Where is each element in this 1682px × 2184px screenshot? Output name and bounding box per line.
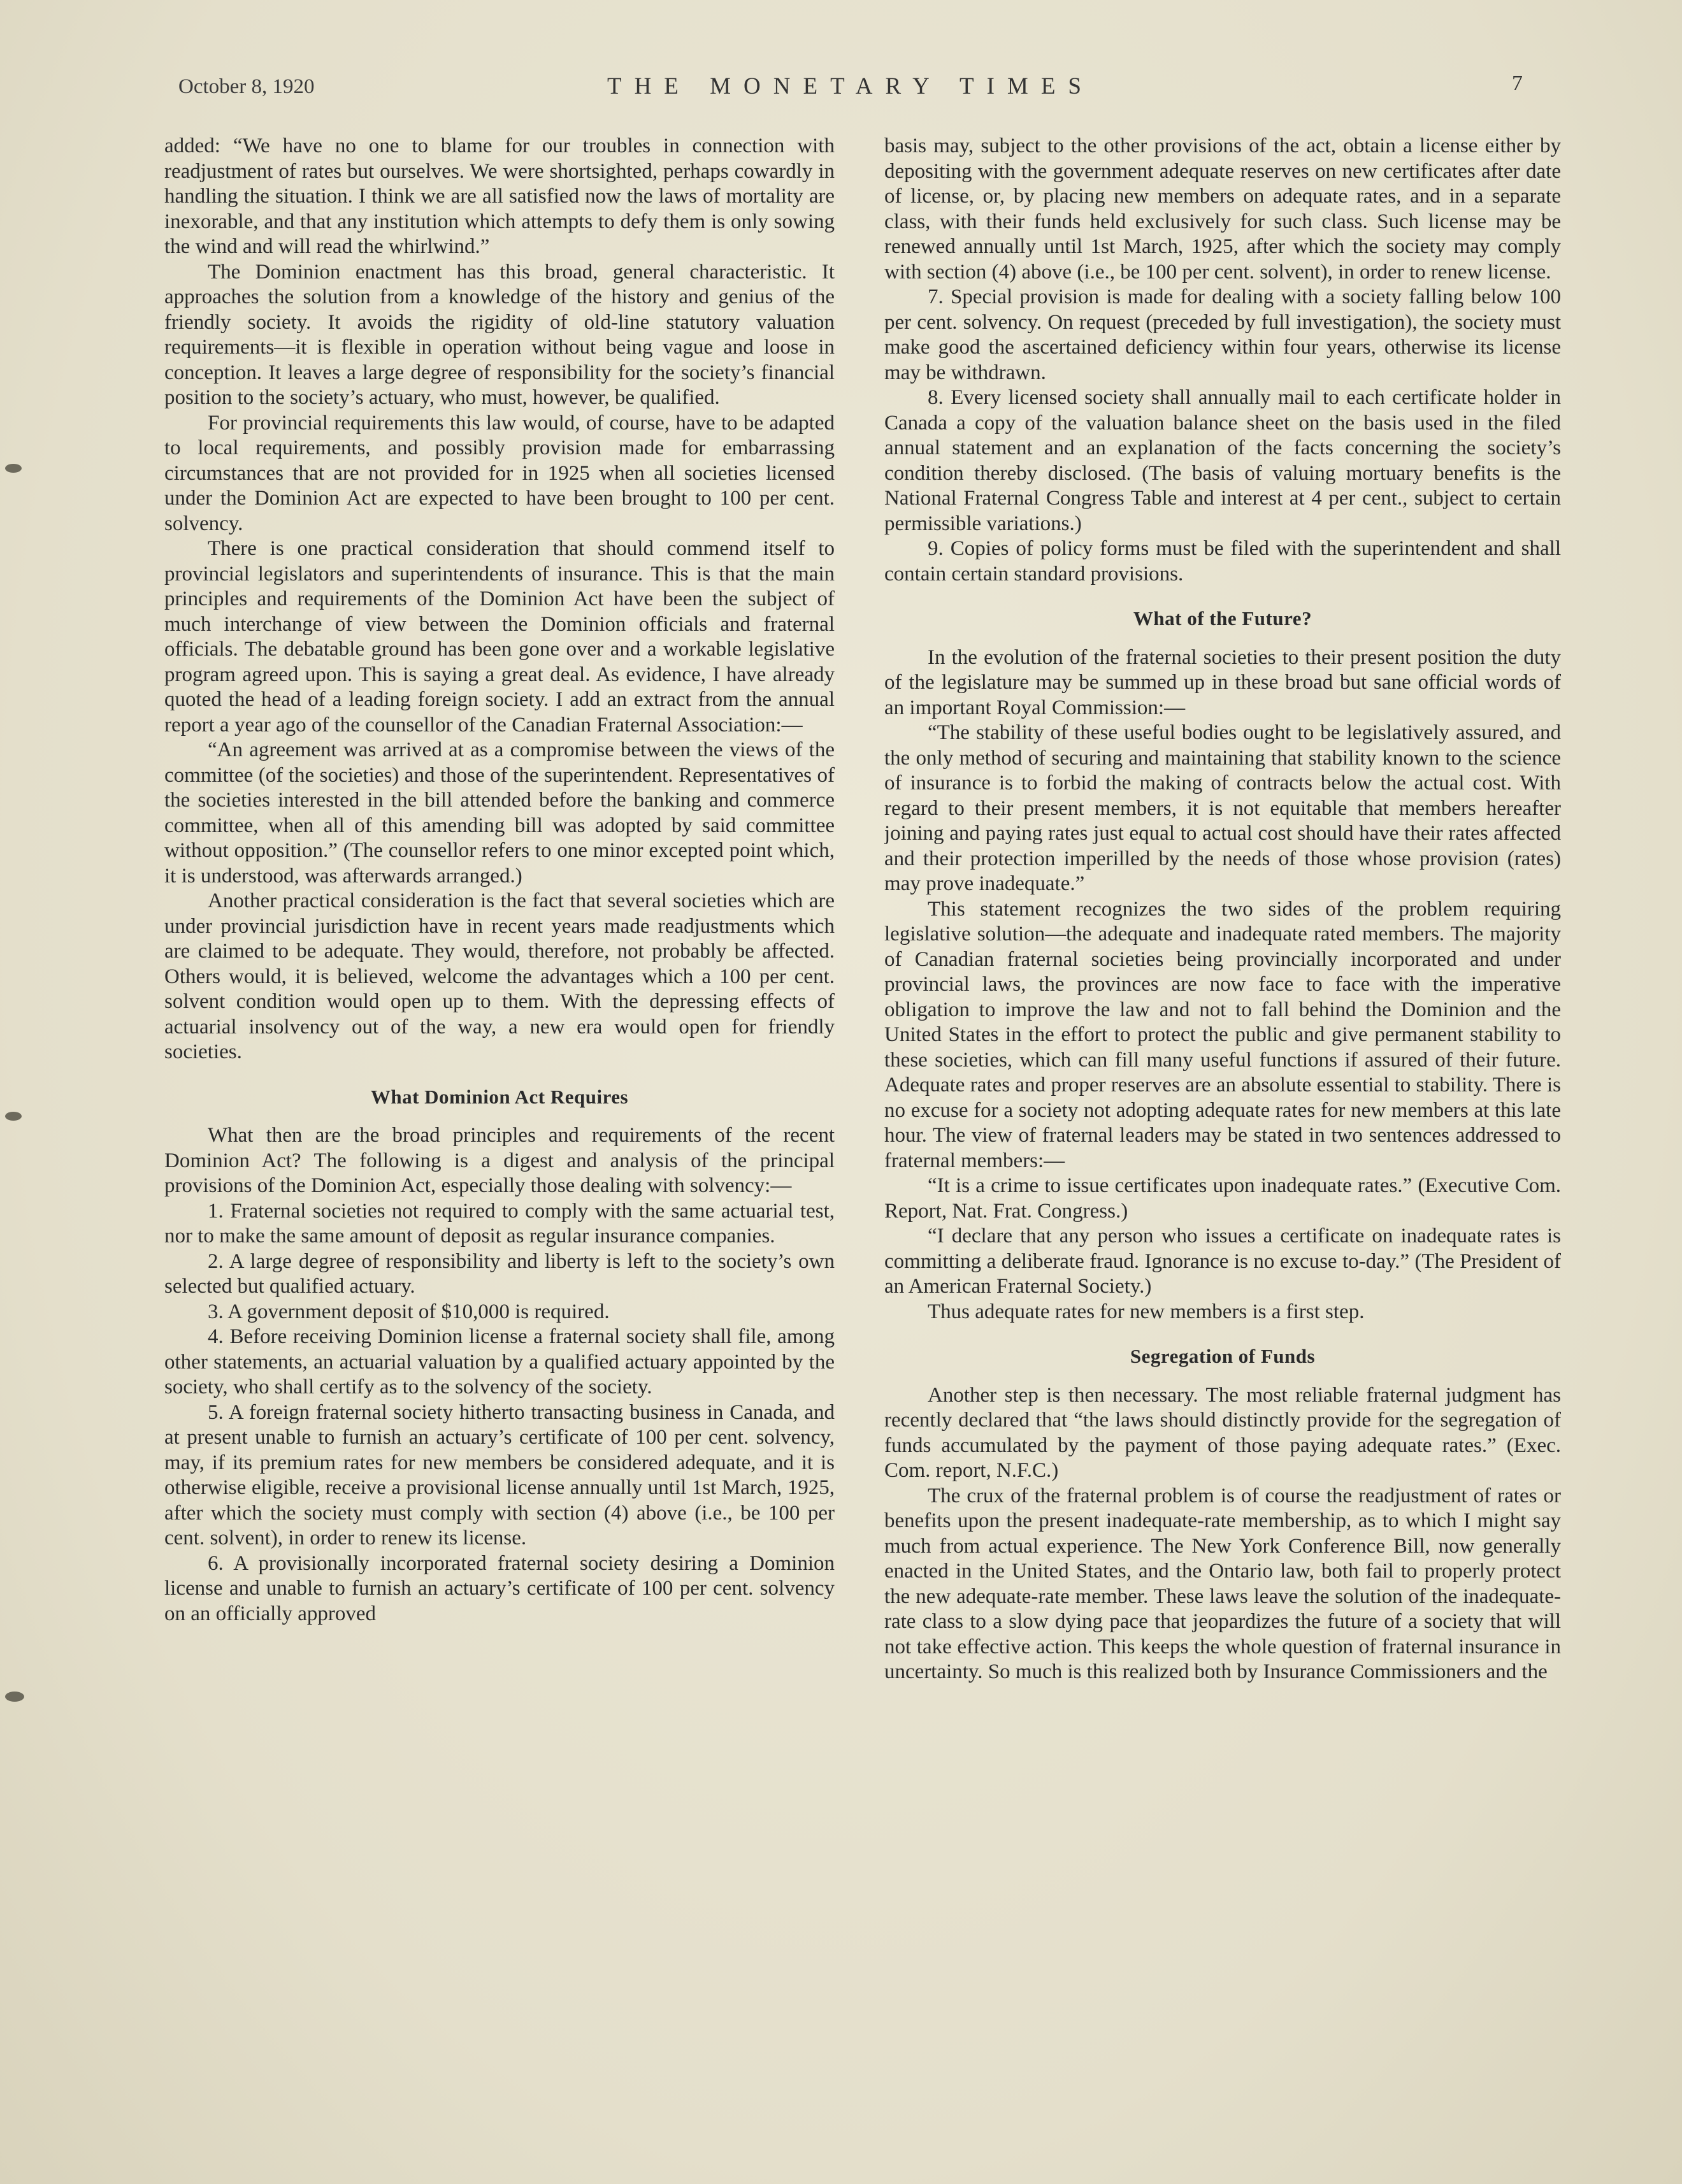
binding-hole-mark [5,1112,22,1121]
paragraph: “I declare that any person who issues a certificate on inadequate rates is committing a deliberate fraud. Ignorance is no excuse to-day.” (The President of an American Fraternal Society.) [884,1225,1561,1298]
paragraph: What then are the broad principles and requirements of the recent Dominion Act? The following is a digest and analysis of the principal provisions of the Dominion Act, especially those dealing with solvency:— [164,1124,835,1197]
list-item: 6. A provisionally incorporated fraternal society desiring a Dominion license and unable to furnish an actuary’s certificate of 100 per cent. solvency on an officially approved [164,1551,835,1625]
list-item: 1. Fraternal societies not required to comply with the same actuarial test, nor to make the same amount of deposit as regular insurance companies. [164,1199,835,1247]
publication-title: THE MONETARY TIMES [607,73,1095,99]
binding-hole-mark [5,1692,24,1702]
paragraph: Thus adequate rates for new members is a first step. [928,1300,1365,1323]
paragraph: In the evolution of the fraternal societies to their present position the duty of the legislature may be summed up in these broad but sane official words of an important Royal Commission:— [884,645,1561,719]
right-column [884,134,1561,2051]
list-item: 3. A government deposit of $10,000 is required. [208,1300,610,1323]
paragraph: “It is a crime to issue certificates upon inadequate rates.” (Executive Com. Report, Nat. Frat. Congress.) [884,1174,1561,1223]
list-item: 4. Before receiving Dominion license a fraternal society shall file, among other statements, an actuarial valuation by a qualified actuary appointed by the society, who shall certify as to the solvency of the society. [164,1325,835,1398]
paragraph: The crux of the fraternal problem is of course the readjustment of rates or benefits upon the present inadequate-rate membership, as to which I might say much from actual experience. The New York Conference Bill, now generally enacted in the United States, and the Ontario law, both fail to properly protect the new adequate-rate member. These laws leave the solution of the inadequate-rate class to a slow dying pace that jeopardizes the future of a society that will not take effective action. This keeps the whole question of fraternal insurance in uncertainty. So much is this realized both by Insurance Commissioners and the [884,1484,1561,1683]
paragraph: This statement recognizes the two sides of the problem requiring legislative solution—the adequate and inadequate rated members. The majority of Canadian fraternal societies being provincially incorporated and under provincial laws, the provinces are now face to face with the imperative obligation to improve the law and not to fall behind the Dominion and the United States in the effort to protect the public and give permanent stability to these societies, which can fill many useful functions if assured of their future. Adequate rates and proper reserves are an absolute essential to stability. There is no excuse for a society not adopting adequate rates for new members at this late hour. The view of fraternal leaders may be stated in two sentences addressed to fraternal members:— [884,897,1561,1172]
list-item: 5. A foreign fraternal society hitherto transacting business in Canada, and at present unable to furnish an actuary’s certificate of 100 per cent. solvency, may, if its premium rates for new members be considered adequate, and it is otherwise eligible, receive a provisional license annually until 1st March, 1925, after which the society must comply with section (4) above (i.e., be 100 per cent. solvent), in order to renew its license. [164,1400,835,1549]
page-number: 7 [1512,71,1523,95]
list-item: 9. Copies of policy forms must be filed with the superintendent and shall contain certain standard provisions. [884,537,1561,586]
list-item: 8. Every licensed society shall annually mail to each certificate holder in Canada a copy of the valuation balance sheet on the basis used in the filed annual statement and an explanation of the facts concerning the society’s condition thereby disclosed. (The basis of valuing mortuary benefits is the National Fraternal Congress Table and interest at 4 per cent., subject to certain permissible variations.) [884,386,1561,535]
page-header [172,71,1529,110]
paragraph: basis may, subject to the other provisions of the act, obtain a license either by depositing with the government adequate reserves on new certificates after date of license, or, by placing new members on adequate rates, and in a separate class, with their funds held exclusively for such class. Such license may be renewed annually until 1st March, 1925, after which the society may comply with section (4) above (i.e., be 100 per cent. solvent), in order to renew license. [884,134,1561,284]
paragraph: added: “We have no one to blame for our troubles in connection with readjustment of rates but ourselves. We were shortsighted, perhaps cowardly in handling the situation. I think we are all satisfied now the laws of mortality are inexorable, and that any institution which attempts to defy them is only sowing the wind and will read the whirlwind.” [164,134,835,258]
paragraph: Another step is then necessary. The most reliable fraternal judgment has recently declared that “the laws should distinctly provide for the segregation of funds accumulated by the payment of those paying adequate rates.” (Exec. Com. report, N.F.C.) [884,1383,1561,1482]
paragraph: Another practical consideration is the fact that several societies which are under provincial jurisdiction have in recent years made readjustments which are claimed to be adequate. They would, therefore, not probably be affected. Others would, it is believed, welcome the advantages which a 100 per cent. solvent condition would open up to them. With the depressing effects of actuarial insolvency out of the way, a new era would open for friendly societies. [164,889,835,1063]
paragraph: The Dominion enactment has this broad, general characteristic. It approaches the solution from a knowledge of the history and genius of the friendly society. It avoids the rigidity of old-line statutory valuation requirements—it is flexible in operation without being vague and loose in conception. It leaves a large degree of responsibility for the society’s financial position to the society’s actuary, who must, however, be qualified. [164,260,835,409]
paragraph: “An agreement was arrived at as a compromise between the views of the committee (of the societies) and those of the superintendent. Representatives of the societies interested in the bill attended before the banking and commerce committee, when all of this amending bill was adopted by said committee without opposition.” (The counsellor refers to one minor excepted point which, it is understood, was afterwards arranged.) [164,738,835,887]
paragraph: There is one practical consideration that should commend itself to provincial legislators and superintendents of insurance. This is that the main principles and requirements of the Dominion Act have been the subject of much interchange of view between the Dominion officials and fraternal officials. The debatable ground has been gone over and a workable legislative program agreed upon. This is saying a great deal. As evidence, I have already quoted the head of a leading foreign society. I add an extract from the annual report a year ago of the counsellor of the Canadian Fraternal Association:— [164,537,835,736]
section-heading: What Dominion Act Requires [370,1085,629,1108]
left-column [164,134,835,2051]
section-heading: Segregation of Funds [1130,1345,1316,1367]
paragraph: For provincial requirements this law would, of course, have to be adapted to local requirements, and possibly provision made for embarrassing circumstances that are not provided for in 1925 when all societies licensed under the Dominion Act are expected to have been brought to 100 per cent. solvency. [164,411,835,535]
binding-hole-mark [5,464,22,473]
paragraph: “The stability of these useful bodies ought to be legislatively assured, and the only method of securing and maintaining that stability known to the science of insurance is to forbid the making of contracts below the actual cost. With regard to their present members, it is not equitable that members hereafter joining and paying rates just equal to actual cost should have their rates affected and their protection imperilled by the needs of those whose provision (rates) may prove inadequate.” [884,721,1561,895]
list-item: 7. Special provision is made for dealing with a society falling below 100 per cent. solvency. On request (preceded by full investigation), the society must make good the ascertained deficiency within four years, otherwise its license may be withdrawn. [884,285,1561,384]
section-heading: What of the Future? [1133,607,1312,629]
list-item: 2. A large degree of responsibility and liberty is left to the society’s own selected but qualified actuary. [164,1249,835,1298]
issue-date: October 8, 1920 [178,75,315,98]
